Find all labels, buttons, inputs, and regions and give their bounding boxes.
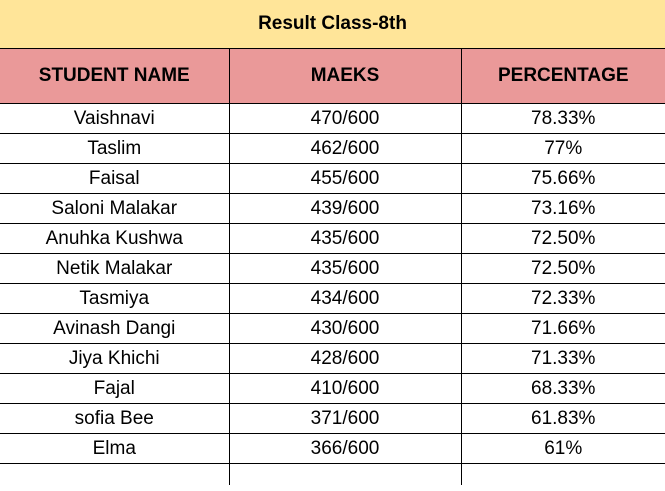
cell-marks[interactable]: 435/600	[229, 224, 461, 254]
cell-percentage[interactable]: 71.66%	[461, 314, 665, 344]
table-row	[0, 404, 665, 434]
table-row	[0, 104, 665, 134]
header-percentage[interactable]: PERCENTAGE	[461, 49, 665, 104]
cell-marks[interactable]: 455/600	[229, 164, 461, 194]
title-row	[0, 0, 665, 49]
header-student-name[interactable]: STUDENT NAME	[0, 49, 229, 104]
empty-row	[0, 464, 665, 486]
cell-percentage[interactable]: 77%	[461, 134, 665, 164]
table-row	[0, 434, 665, 464]
table-row	[0, 134, 665, 164]
cell-student-name[interactable]: Jiya Khichi	[0, 344, 229, 374]
table-row	[0, 344, 665, 374]
table-row	[0, 314, 665, 344]
table-row	[0, 374, 665, 404]
cell-marks[interactable]: 371/600	[229, 404, 461, 434]
table-row	[0, 284, 665, 314]
cell-student-name[interactable]: Taslim	[0, 134, 229, 164]
cell-percentage[interactable]: 61%	[461, 434, 665, 464]
cell-marks[interactable]: 410/600	[229, 374, 461, 404]
table-row	[0, 194, 665, 224]
table-title[interactable]: Result Class-8th	[0, 0, 665, 49]
cell-percentage[interactable]: 61.83%	[461, 404, 665, 434]
table-row	[0, 164, 665, 194]
cell-student-name[interactable]: Netik Malakar	[0, 254, 229, 284]
cell-marks[interactable]: 434/600	[229, 284, 461, 314]
cell-marks[interactable]: 428/600	[229, 344, 461, 374]
header-row	[0, 49, 665, 104]
cell-student-name[interactable]: Anuhka Kushwa	[0, 224, 229, 254]
cell-percentage[interactable]: 78.33%	[461, 104, 665, 134]
empty-cell[interactable]	[229, 464, 461, 486]
cell-percentage[interactable]: 68.33%	[461, 374, 665, 404]
cell-student-name[interactable]: Vaishnavi	[0, 104, 229, 134]
table-row	[0, 254, 665, 284]
cell-percentage[interactable]: 73.16%	[461, 194, 665, 224]
empty-cell[interactable]	[461, 464, 665, 486]
cell-student-name[interactable]: Avinash Dangi	[0, 314, 229, 344]
header-marks[interactable]: MAEKS	[229, 49, 461, 104]
cell-student-name[interactable]: sofia Bee	[0, 404, 229, 434]
table-row	[0, 224, 665, 254]
empty-cell[interactable]	[0, 464, 229, 486]
cell-marks[interactable]: 462/600	[229, 134, 461, 164]
cell-student-name[interactable]: Faisal	[0, 164, 229, 194]
cell-student-name[interactable]: Tasmiya	[0, 284, 229, 314]
cell-marks[interactable]: 366/600	[229, 434, 461, 464]
cell-percentage[interactable]: 72.33%	[461, 284, 665, 314]
cell-percentage[interactable]: 75.66%	[461, 164, 665, 194]
cell-marks[interactable]: 439/600	[229, 194, 461, 224]
cell-student-name[interactable]: Elma	[0, 434, 229, 464]
cell-student-name[interactable]: Saloni Malakar	[0, 194, 229, 224]
cell-marks[interactable]: 435/600	[229, 254, 461, 284]
cell-percentage[interactable]: 72.50%	[461, 224, 665, 254]
cell-marks[interactable]: 430/600	[229, 314, 461, 344]
cell-marks[interactable]: 470/600	[229, 104, 461, 134]
cell-percentage[interactable]: 72.50%	[461, 254, 665, 284]
cell-percentage[interactable]: 71.33%	[461, 344, 665, 374]
cell-student-name[interactable]: Fajal	[0, 374, 229, 404]
